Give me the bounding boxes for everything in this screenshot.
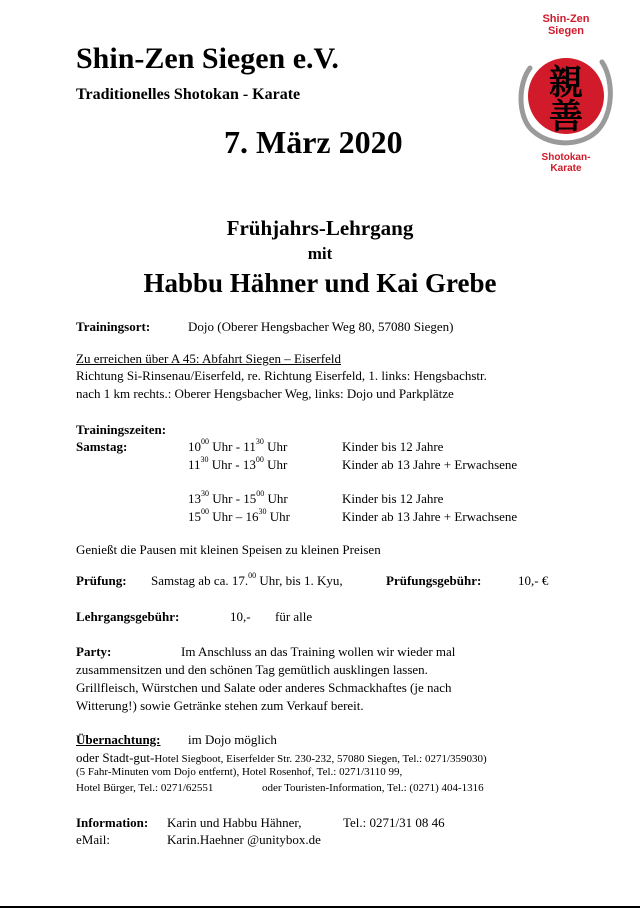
route-line-1: Richtung Si-Rinsenau/Eiserfeld, re. Richtung Eiserfeld, 1. links: Hengsbachstr.: [76, 368, 487, 383]
event-with: mit: [307, 244, 333, 263]
contact-label: Information:: [76, 815, 149, 830]
session-time: $15^{00}$ Uhr – $16^{30}$ Uhr: [188, 507, 290, 524]
logo-kanji-2: 善: [549, 97, 583, 137]
logo-text-top1: Shin-Zen: [542, 13, 590, 25]
party-label: Party:: [76, 644, 112, 659]
lodging-line-1: oder Stadt-gut-Hotel Siegboot, Eiserfelder Str. 230-232, 57080 Siegen, Tel.: 0271/359030): [76, 750, 487, 765]
logo-text-top2: Siegen: [547, 25, 585, 37]
logo-kanji-1: 親: [549, 63, 583, 103]
party-line-3: Grillfleisch, Würstchen und Salate oder anderes Schmackhaftes (je nach: [76, 680, 452, 695]
route-line-2: nach 1 km rechts.: Oberer Hengsbacher Weg, links: Dojo und Parkplätze: [76, 386, 454, 401]
session-time: $13^{30}$ Uhr - $15^{00}$ Uhr: [188, 489, 288, 506]
logo-text-bottom1: Shotokan-: [541, 152, 591, 163]
party-line-2: zusammensitzen und den schönen Tag gemütlich ausklingen lassen.: [76, 662, 428, 677]
course-fee-value: 10,-: [230, 609, 251, 624]
logo-text-bottom2: Karate: [550, 163, 582, 174]
lodging-line-3a: Hotel Bürger, Tel.: 0271/62551: [76, 782, 214, 794]
session-group: Kinder ab 13 Jahre + Erwachsene: [342, 457, 518, 472]
route-heading: Zu erreichen über A 45: Abfahrt Siegen – Eiserfeld: [76, 351, 341, 366]
location-label: Trainingsort:: [76, 319, 151, 334]
contact-names: Karin und Habbu Hähner,: [167, 815, 302, 830]
session-group: Kinder bis 12 Jahre: [342, 439, 444, 454]
session-group: Kinder ab 13 Jahre + Erwachsene: [342, 509, 518, 524]
lodging-value: im Dojo möglich: [188, 732, 277, 747]
lodging-label: Übernachtung:: [76, 732, 161, 747]
session-time: $10^{00}$ Uhr - $11^{30}$ Uhr: [188, 437, 288, 454]
exam-text: Samstag ab ca. 17.00 Uhr, bis 1. Kyu,: [151, 571, 343, 588]
club-name: Shin-Zen Siegen e.V.: [76, 42, 339, 75]
lodging-line-2: (5 Fahr-Minuten vom Dojo entfernt), Hotel Rosenhof, Tel.: 0271/3110 99,: [76, 766, 403, 778]
session-time: $11^{30}$ Uhr - $13^{00}$ Uhr: [188, 455, 288, 472]
schedule-heading: Trainingszeiten:: [76, 422, 167, 437]
email-label: eMail:: [76, 832, 110, 847]
party-line-4: Witterung!) sowie Getränke stehen zum Verkauf bereit.: [76, 698, 364, 713]
schedule-day: Samstag:: [76, 439, 128, 454]
event-title: Frühjahrs-Lehrgang: [226, 216, 414, 240]
exam-fee-value: 10,- €: [518, 573, 549, 588]
exam-fee-label: Prüfungsgebühr:: [386, 573, 482, 588]
email-link[interactable]: Karin.Haehner @unitybox.de: [167, 832, 321, 847]
contact-phone: Tel.: 0271/31 08 46: [343, 815, 445, 830]
location-value: Dojo (Oberer Hengsbacher Weg 80, 57080 Siegen): [188, 319, 454, 334]
club-style: Traditionelles Shotokan - Karate: [76, 86, 301, 103]
event-trainers: Habbu Hähner und Kai Grebe: [143, 268, 497, 298]
exam-label: Prüfung:: [76, 573, 127, 588]
breaks-note: Genießt die Pausen mit kleinen Speisen zu kleinen Preisen: [76, 542, 381, 557]
course-fee-label: Lehrgangsgebühr:: [76, 609, 180, 624]
course-fee-note: für alle: [275, 609, 313, 624]
lodging-line-3b: oder Touristen-Information, Tel.: (0271) 404-1316: [262, 782, 484, 794]
session-group: Kinder bis 12 Jahre: [342, 491, 444, 506]
club-logo: [516, 14, 616, 184]
logo-emblem: [516, 40, 616, 150]
event-date: 7. März 2020: [224, 124, 403, 160]
party-line-1: Im Anschluss an das Training wollen wir wieder mal: [181, 644, 456, 659]
